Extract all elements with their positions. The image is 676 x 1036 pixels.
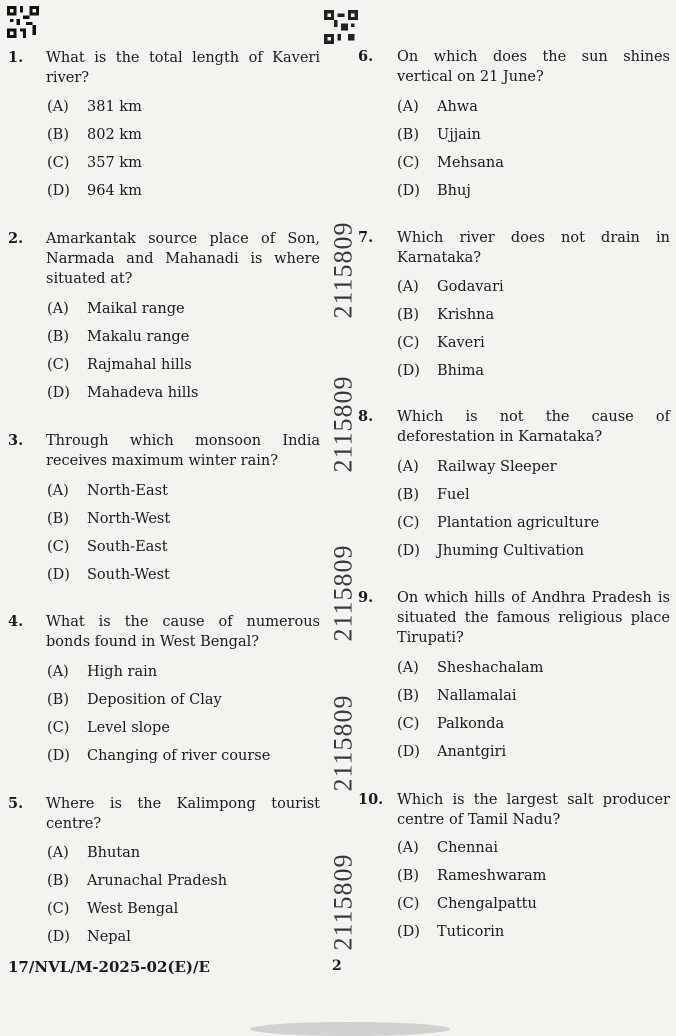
serial-number: 2115809 xyxy=(328,544,358,642)
option-b: (B) Rameshwaram xyxy=(397,868,547,884)
option-a: (A) Bhutan xyxy=(47,845,141,861)
question-number: 4. xyxy=(8,613,24,630)
question-2 xyxy=(8,229,320,293)
option-c: (C) West Bengal xyxy=(47,901,179,917)
question-text: On which hills of Andhra Pradesh is situated the famous religious place Tirupati? xyxy=(397,590,670,646)
option-c: (C) Kaveri xyxy=(397,335,485,351)
option-d: (D) Nepal xyxy=(47,929,131,945)
option-a: (A) Railway Sleeper xyxy=(397,459,557,475)
option-d: (D) Changing of river course xyxy=(47,748,271,764)
paper-code: 17/NVL/M-2025-02(E)/E xyxy=(8,958,210,976)
question-text: On which does the sun shines vertical on 21 June? xyxy=(397,49,670,85)
option-a: (A) North-East xyxy=(47,483,168,499)
option-b: (B) Nallamalai xyxy=(397,688,517,704)
qr-code-icon xyxy=(7,6,39,38)
option-d: (D) Bhima xyxy=(397,363,485,379)
question-text: What is the total length of Kaveri river? xyxy=(46,50,320,86)
question-text: Which is the largest salt producer centre of Tamil Nadu? xyxy=(397,792,670,828)
option-c: (C) 357 km xyxy=(47,155,142,171)
question-4 xyxy=(8,612,320,656)
serial-number: 2115809 xyxy=(328,221,358,319)
option-d: (D) Mahadeva hills xyxy=(47,385,199,401)
question-7 xyxy=(358,228,670,272)
question-number: 8. xyxy=(358,408,374,425)
option-b: (B) Makalu range xyxy=(47,329,190,345)
option-b: (B) Arunachal Pradesh xyxy=(47,873,228,889)
question-text: Amarkantak source place of Son, Narmada and Mahanadi is where situated at? xyxy=(46,231,320,287)
option-b: (B) Deposition of Clay xyxy=(47,692,222,708)
option-b: (B) Ujjain xyxy=(397,127,481,143)
option-d: (D) Anantgiri xyxy=(397,744,507,760)
option-a: (A) 381 km xyxy=(47,99,142,115)
question-number: 9. xyxy=(358,589,374,606)
serial-number: 2115809 xyxy=(328,853,358,951)
page-edge-shadow xyxy=(250,1022,450,1036)
option-c: (C) Level slope xyxy=(47,720,170,736)
option-b: (B) 802 km xyxy=(47,127,142,143)
question-8 xyxy=(358,407,670,451)
option-b: (B) Krishna xyxy=(397,307,495,323)
question-6 xyxy=(358,47,670,91)
question-number: 5. xyxy=(8,795,24,812)
option-a: (A) Chennai xyxy=(397,840,498,856)
question-text: Through which monsoon India receives maximum winter rain? xyxy=(46,433,320,469)
option-a: (A) Maikal range xyxy=(47,301,185,317)
question-number: 1. xyxy=(8,49,24,66)
question-3 xyxy=(8,431,320,475)
option-d: (D) South-West xyxy=(47,567,170,583)
option-c: (C) Palkonda xyxy=(397,716,505,732)
question-text: Which is not the cause of deforestation in Karnataka? xyxy=(397,409,670,445)
question-9 xyxy=(358,588,670,652)
serial-number: 2115809 xyxy=(328,694,358,792)
option-c: (C) South-East xyxy=(47,539,168,555)
option-c: (C) Plantation agriculture xyxy=(397,515,600,531)
question-number: 7. xyxy=(358,229,374,246)
option-c: (C) Mehsana xyxy=(397,155,504,171)
question-5 xyxy=(8,794,320,838)
question-number: 6. xyxy=(358,48,374,65)
serial-number: 2115809 xyxy=(328,375,358,473)
page-number: 2 xyxy=(332,958,342,974)
qr-code-icon xyxy=(324,10,358,44)
question-text: Which river does not drain in Karnataka? xyxy=(397,230,670,266)
option-d: (D) Tuticorin xyxy=(397,924,505,940)
question-text: What is the cause of numerous bonds found in West Bengal? xyxy=(46,614,320,650)
question-text: Where is the Kalimpong tourist centre? xyxy=(46,796,320,832)
option-a: (A) Sheshachalam xyxy=(397,660,544,676)
option-b: (B) Fuel xyxy=(397,487,470,503)
question-10 xyxy=(358,790,670,834)
option-c: (C) Chengalpattu xyxy=(397,896,537,912)
option-a: (A) Ahwa xyxy=(397,99,478,115)
question-number: 3. xyxy=(8,432,24,449)
option-a: (A) Godavari xyxy=(397,279,504,295)
option-d: (D) Jhuming Cultivation xyxy=(397,543,585,559)
question-number: 2. xyxy=(8,230,24,247)
option-a: (A) High rain xyxy=(47,664,158,680)
option-c: (C) Rajmahal hills xyxy=(47,357,192,373)
option-d: (D) Bhuj xyxy=(397,183,471,199)
option-d: (D) 964 km xyxy=(47,183,142,199)
question-1 xyxy=(8,48,320,92)
question-number: 10. xyxy=(358,791,384,808)
option-b: (B) North-West xyxy=(47,511,171,527)
